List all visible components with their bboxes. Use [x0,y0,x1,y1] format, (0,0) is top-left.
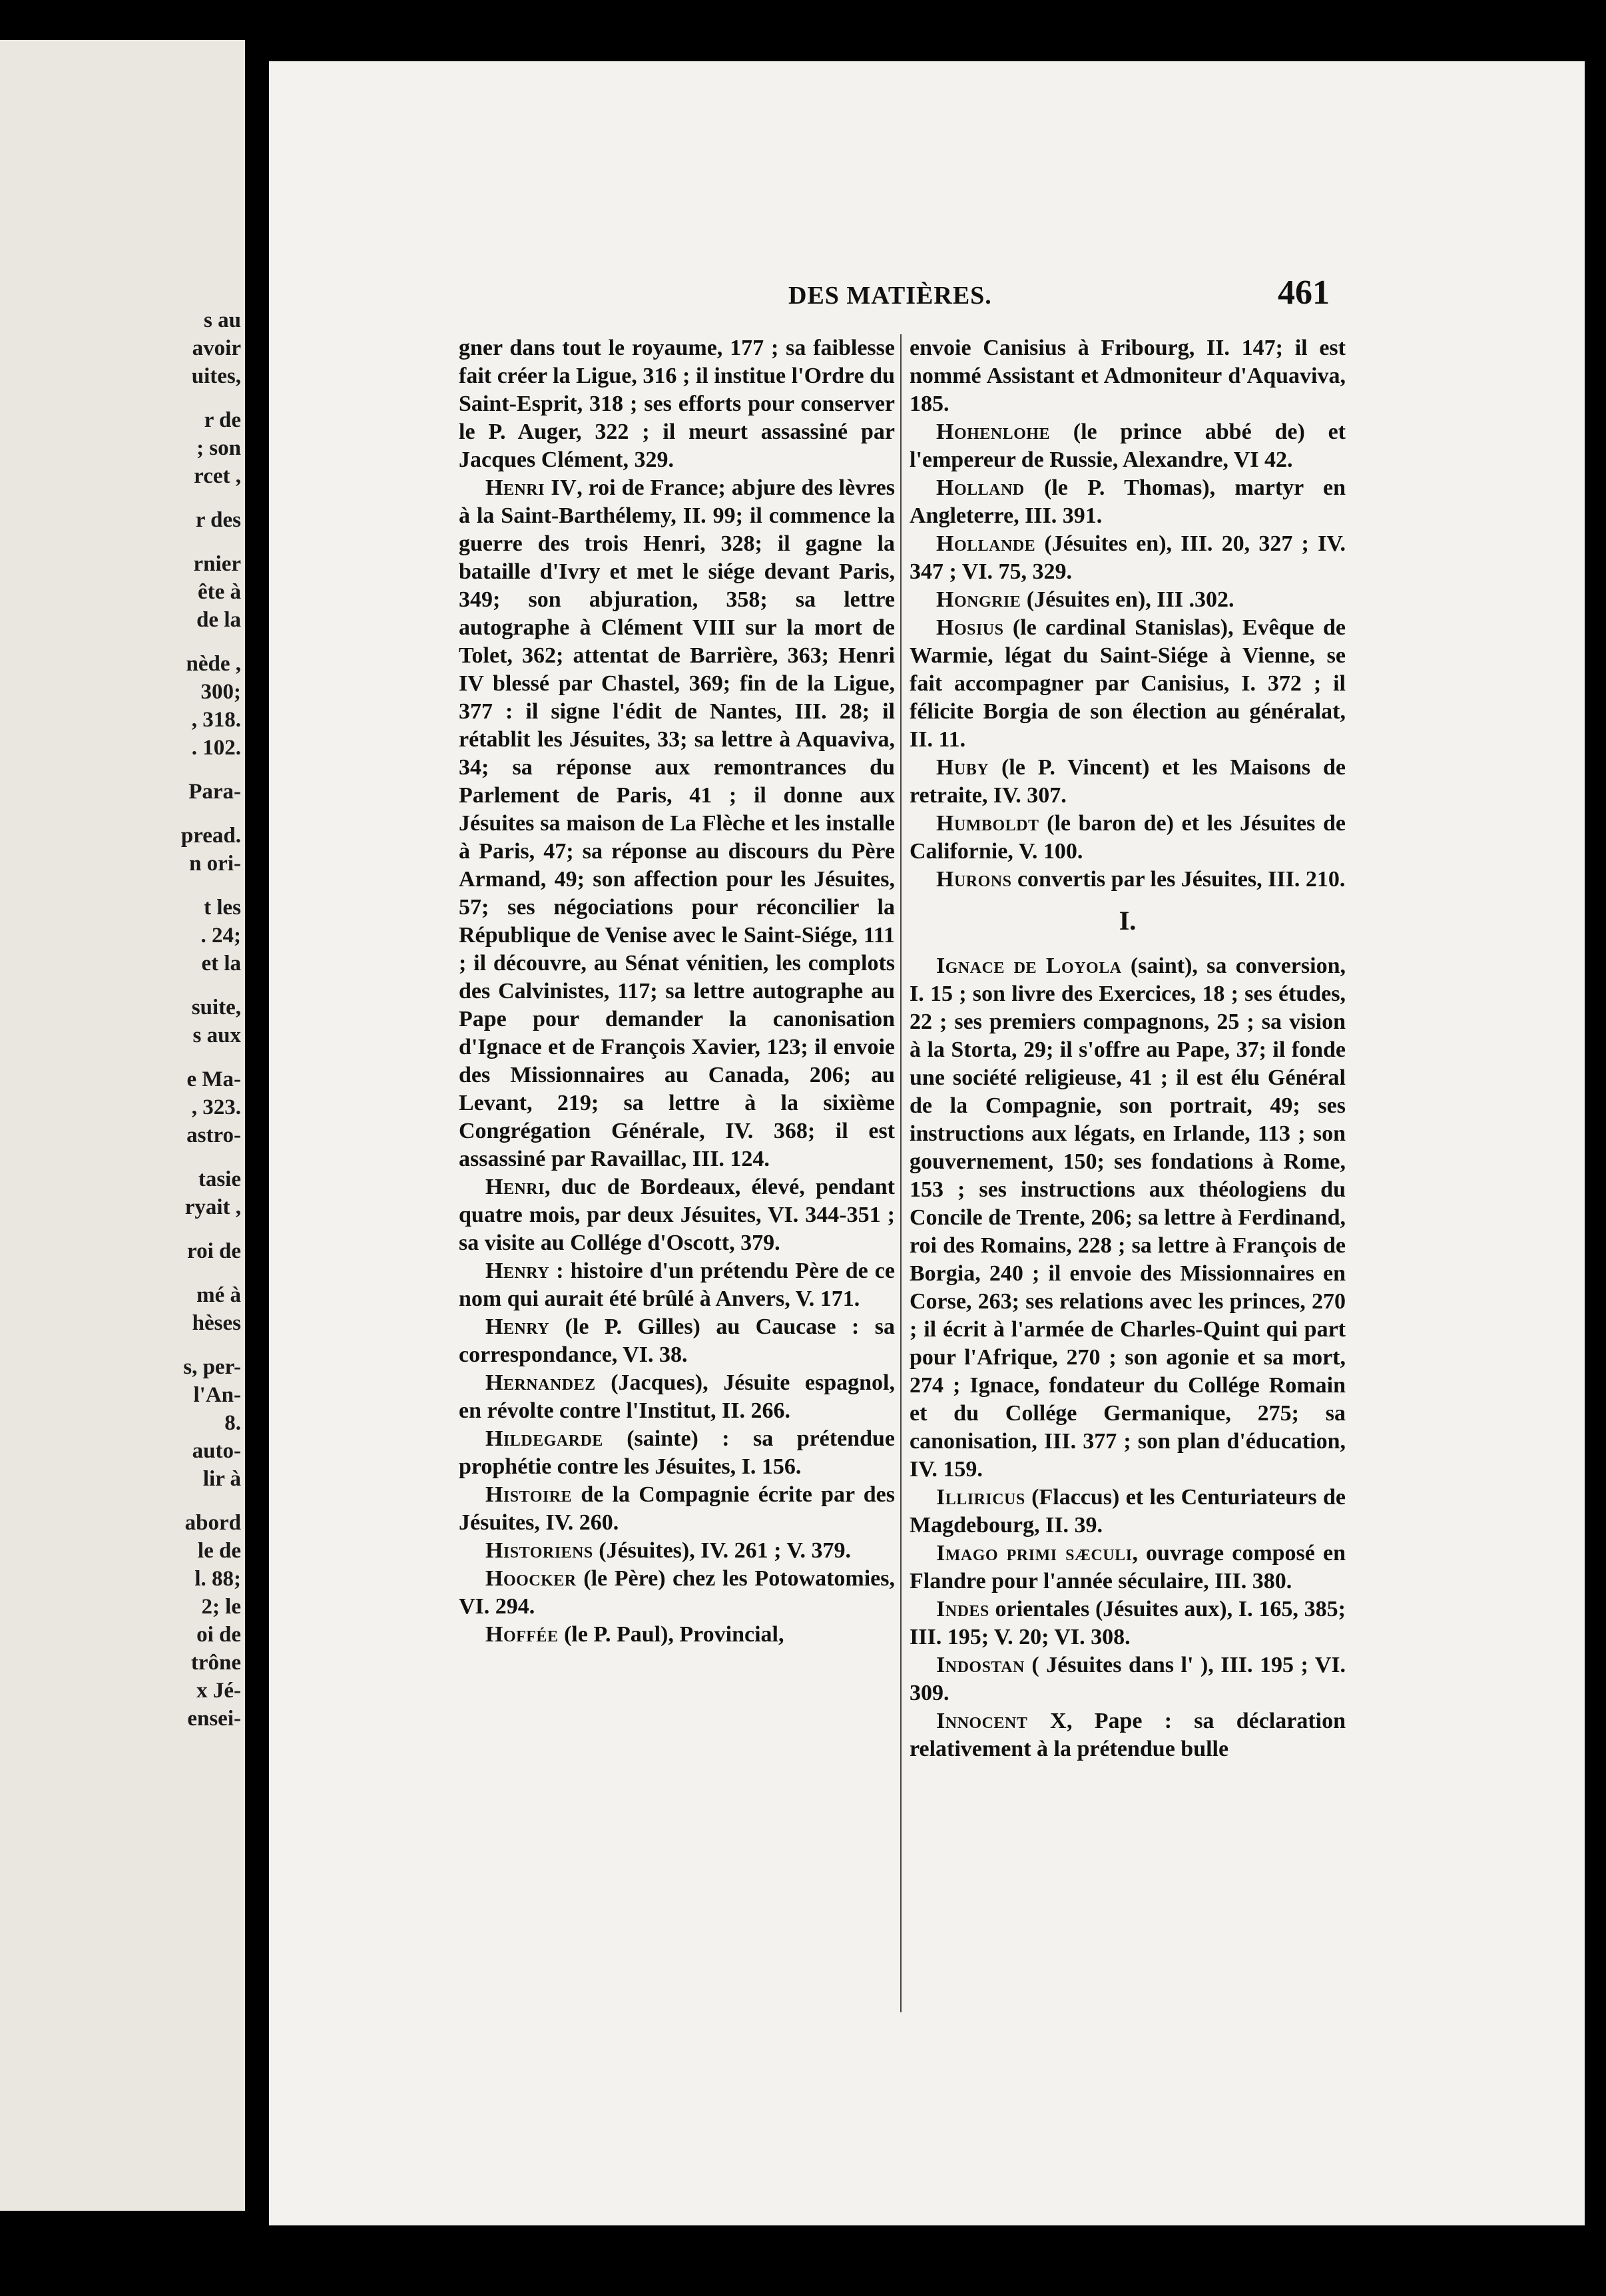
index-entry [910,1484,1346,1540]
left-page-fragment: . 102. [191,736,241,760]
entry-text: (Flaccus) et les Centuriateurs de Magdebourg, II. 39. [910,1485,1346,1538]
entry-text: de la Compagnie écrite par des Jésuites, IV. 260. [459,1482,895,1535]
left-page-fragment: . 24; [200,924,241,948]
main-page [269,61,1585,2225]
left-page-fragment: auto- [192,1439,241,1463]
index-entry [910,586,1346,614]
entry-text: , roi de France; abjure des lèvres à la Saint-Barthélemy, II. 99; il commence la guerre des trois Henri, 328; il gagne la bataille d'Ivry et met le siége devant Paris, 349; son abjuration, 358; sa lettre autographe à Clément VIII sur la mort de Tolet, 362; attentat de Barrière, 363; Henri IV blessé par Chastel, 369; fin de la Ligue, 377 : il signe l'édit de Nantes, III. 28; il rétablit les Jésuites, 33; sa lettre à Aquaviva, 34; sa réponse aux remontrances du Parlement de Paris, 41 ; il donne aux Jésuites sa maison de La Flèche et les installe à Paris, 47; sa réponse au discours du Père Armand, 49; son affection pour les Jésuites, 57; ses négociations pour réconcilier la République de Venise avec le Saint-Siége, 111 ; il découvre, au Sénat vénitien, les complots des Calvinistes, 117; sa lettre autographe au Pape pour demander la canonisation d'Ignace et de François Xavier, 123; il envoie des Missionnaires au Canada, 206; au Levant, 219; sa lettre à la sixième Congrégation Générale, IV. 368; il est assassiné par Ravaillac, III. 124. [459,475,895,1171]
entry-text: , Pape : sa déclaration relativement à la prétendue bulle [910,1709,1346,1761]
fragment-gap [75,634,241,650]
entry-text: , ouvrage composé en Flandre pour l'année séculaire, III. 380. [910,1541,1346,1593]
entry-heading: Hernandez [485,1370,596,1395]
left-page-fragment: roi de [187,1239,241,1263]
entry-heading: Henri IV [485,475,577,500]
index-entry [910,1595,1346,1651]
entry-text: (Jésuites en), III .302. [1021,587,1234,612]
left-page-fragment: ensei- [187,1707,241,1731]
fragment-gap [75,878,241,894]
left-page-fragment: n ori- [189,852,241,876]
left-page-fragment: 300; [200,680,241,704]
entry-text: (le baron de) et les Jésuites de Californie, V. 100. [910,811,1346,864]
index-entry [459,1257,895,1313]
index-entry [459,1369,895,1425]
entry-text: convertis par les Jésuites, III. 210. [1011,867,1346,892]
left-page-fragment: ête à [197,580,241,604]
column-divider [900,334,902,2012]
left-page-fragment: t les [204,896,241,920]
left-page-edge [0,40,245,2211]
left-page-fragment: mé à [196,1283,241,1307]
entry-heading: Henry [485,1259,550,1283]
index-entry [459,1537,895,1565]
left-page-fragment: tasie [198,1167,241,1191]
entry-heading: Hollande [936,531,1036,556]
index-entry [459,1565,895,1621]
left-page-fragment: nède , [186,652,241,676]
entry-heading: Hoffée [485,1622,559,1647]
entry-text: (le P. Paul), Provincial, [558,1622,784,1647]
left-page-fragment: abord [184,1511,241,1535]
left-page-fragment: astro- [186,1123,241,1147]
entry-heading: Illiricus [936,1485,1025,1510]
left-page-fragment: ; son [196,436,241,460]
index-entry [459,1313,895,1369]
fragment-gap [75,534,241,550]
fragment-gap [75,1149,241,1165]
left-page-fragment: x Jé- [196,1679,241,1703]
left-page-fragment: le de [197,1539,241,1563]
right-column [910,334,1346,1763]
index-entry [910,1651,1346,1707]
index-entry [910,530,1346,586]
left-page-fragment: Para- [188,780,241,804]
left-page-fragment: r de [204,408,241,432]
fragment-gap [75,1049,241,1065]
right-column-i-entries [910,952,1346,1763]
left-page-fragment: lir à [202,1467,241,1491]
entry-heading: Huby [936,755,989,780]
entry-text: gner dans tout le royaume, 177 ; sa faiblesse fait créer la Ligue, 316 ; il institue l'Ordre du Saint-Esprit, 318 ; ses efforts pour conserver le P. Auger, 322 ; il meurt assassiné par Jacques Clément, 329. [459,336,895,472]
index-entry [910,334,1346,418]
left-page-fragment: uites, [191,364,241,388]
index-entry [910,952,1346,1484]
index-entry [459,1621,895,1649]
left-page-fragment: e Ma- [186,1067,241,1091]
entry-text: (le cardinal Stanislas), Evêque de Warmie, légat du Saint-Siége à Vienne, se fait accompagner par Canisius, I. 372 ; il félicite Borgia de son élection au généralat, II. 11. [910,615,1346,752]
left-page-fragment: rcet , [194,464,241,488]
entry-text: (le Père) chez les Potowatomies, VI. 294. [459,1566,895,1619]
entry-text: (le P. Vincent) et les Maisons de retraite, IV. 307. [910,755,1346,808]
entry-heading: Innocent X [936,1709,1067,1733]
entry-heading: Historiens [485,1538,593,1563]
entry-heading: Henry [485,1314,550,1339]
fragment-gap [75,490,241,506]
left-page-fragment: l'An- [193,1383,241,1407]
entry-text: (le P. Thomas), martyr en Angleterre, III. 391. [910,475,1346,528]
index-entry [910,866,1346,894]
fragment-gap [75,1265,241,1281]
left-page-fragment: , 318. [191,708,241,732]
fragment-gap [75,1337,241,1353]
index-entry [459,1173,895,1257]
entry-text: (saint), sa conversion, I. 15 ; son livre des Exercices, 18 ; ses études, 22 ; ses premiers compagnons, 25 ; sa vision à la Storta, 29; il s'offre au Pape, 37; il fonde une société religieuse, 41 ; il est élu Général de la Compagnie, son portrait, 49; ses instructions aux légats, en Irlande, 113 ; son gouvernement, 150; ses fondations à Rome, 153 ; ses instructions aux théologiens du Concile de Trente, 206; sa lettre à Ferdinand, roi des Romains, 228 ; sa lettre à François de Borgia, 240 ; il envoie des Missionnaires en Corse, 263; ses relations avec les princes, 270 ; il écrit à l'armée de Charles-Quint qui part pour l'Afrique, 270 ; son agonie et sa mort, 274 ; Ignace, fondateur du Collége Romain et du Collége Germanique, 275; sa canonisation, III. 377 ; son plan d'éducation, IV. 159. [910,954,1346,1482]
fragment-gap [75,762,241,778]
index-entry [910,418,1346,474]
left-page-fragment: oi de [196,1623,241,1647]
entry-heading: Imago primi sæculi [936,1541,1133,1566]
entry-text: : histoire d'un prétendu Père de ce nom qui aurait été brûlé à Anvers, V. 171. [459,1259,895,1311]
left-page-fragment: s, per- [183,1355,241,1379]
index-entry [910,474,1346,530]
entry-text: (sainte) : sa prétendue prophétie contre les Jésuites, I. 156. [459,1426,895,1479]
left-page-fragment: 2; le [201,1595,241,1619]
entry-text: (Jacques), Jésuite espagnol, en révolte contre l'Institut, II. 266. [459,1370,895,1423]
page-number: 461 [1278,274,1330,312]
index-entry [910,614,1346,754]
left-page-fragment: s aux [192,1023,241,1047]
entry-text: (Jésuites en), III. 20, 327 ; IV. 347 ; VI. 75, 329. [910,531,1346,584]
entry-text: orientales (Jésuites aux), I. 165, 385; III. 195; V. 20; VI. 308. [910,1597,1346,1649]
entry-heading: Hildegarde [485,1426,603,1451]
left-page-fragment: de la [196,608,241,632]
entry-heading: Humboldt [936,811,1039,836]
left-page-fragment: suite, [191,996,241,1019]
left-page-fragment: avoir [192,336,241,360]
left-page-fragment: , 323. [191,1095,241,1119]
entry-text: ( Jésuites dans l' ), III. 195 ; VI. 309. [910,1653,1346,1705]
entry-text: (le P. Gilles) au Caucase : sa correspondance, VI. 38. [459,1314,895,1367]
left-page-fragment: ryait , [184,1195,241,1219]
left-page-fragment: 8. [224,1411,241,1435]
left-page-fragment: r des [195,508,241,532]
fragment-gap [75,978,241,994]
fragment-gap [75,1221,241,1237]
section-letter: I. [1119,906,1137,936]
index-entry [459,1425,895,1481]
left-page-fragment: rnier [193,552,241,576]
entry-heading: Hohenlohe [936,420,1050,444]
entry-heading: Hoocker [485,1566,577,1591]
entry-text: envoie Canisius à Fribourg, II. 147; il est nommé Assistant et Admoniteur d'Aquaviva, 185. [910,336,1346,416]
running-head: DES MATIÈRES. [788,282,992,310]
fragment-gap [75,806,241,822]
index-entry [910,810,1346,866]
index-entry [910,754,1346,810]
entry-heading: Henri [485,1175,545,1199]
left-page-fragment: hèses [192,1311,241,1335]
index-entry [459,474,895,1173]
left-page-fragment: s au [204,308,241,332]
entry-heading: Hongrie [936,587,1021,612]
left-page-fragments [75,306,241,1733]
entry-heading: Hurons [936,867,1012,892]
left-page-fragment: pread. [180,824,241,848]
left-page-fragment: l. 88; [194,1567,241,1591]
entry-heading: Indes [936,1597,989,1621]
left-column [459,334,895,1649]
entry-heading: Ignace de Loyola [936,954,1122,978]
entry-heading: Histoire [485,1482,573,1507]
index-entry [459,334,895,474]
entry-text: (Jésuites), IV. 261 ; V. 379. [593,1538,851,1563]
entry-text: , duc de Bordeaux, élevé, pendant quatre mois, par deux Jésuites, VI. 344-351 ; sa visite au Collége d'Oscott, 379. [459,1175,895,1255]
fragment-gap [75,1493,241,1509]
entry-text: (le prince abbé de) et l'empereur de Russie, Alexandre, VI 42. [910,420,1346,472]
left-page-fragment: et la [201,952,241,976]
right-column-h-entries [910,334,1346,894]
index-entry [910,1540,1346,1595]
entry-heading: Hosius [936,615,1004,640]
fragment-gap [75,390,241,406]
entry-heading: Indostan [936,1653,1025,1677]
index-entry [459,1481,895,1537]
entry-heading: Holland [936,475,1025,500]
index-entry [910,1707,1346,1763]
left-page-fragment: trône [190,1651,241,1675]
